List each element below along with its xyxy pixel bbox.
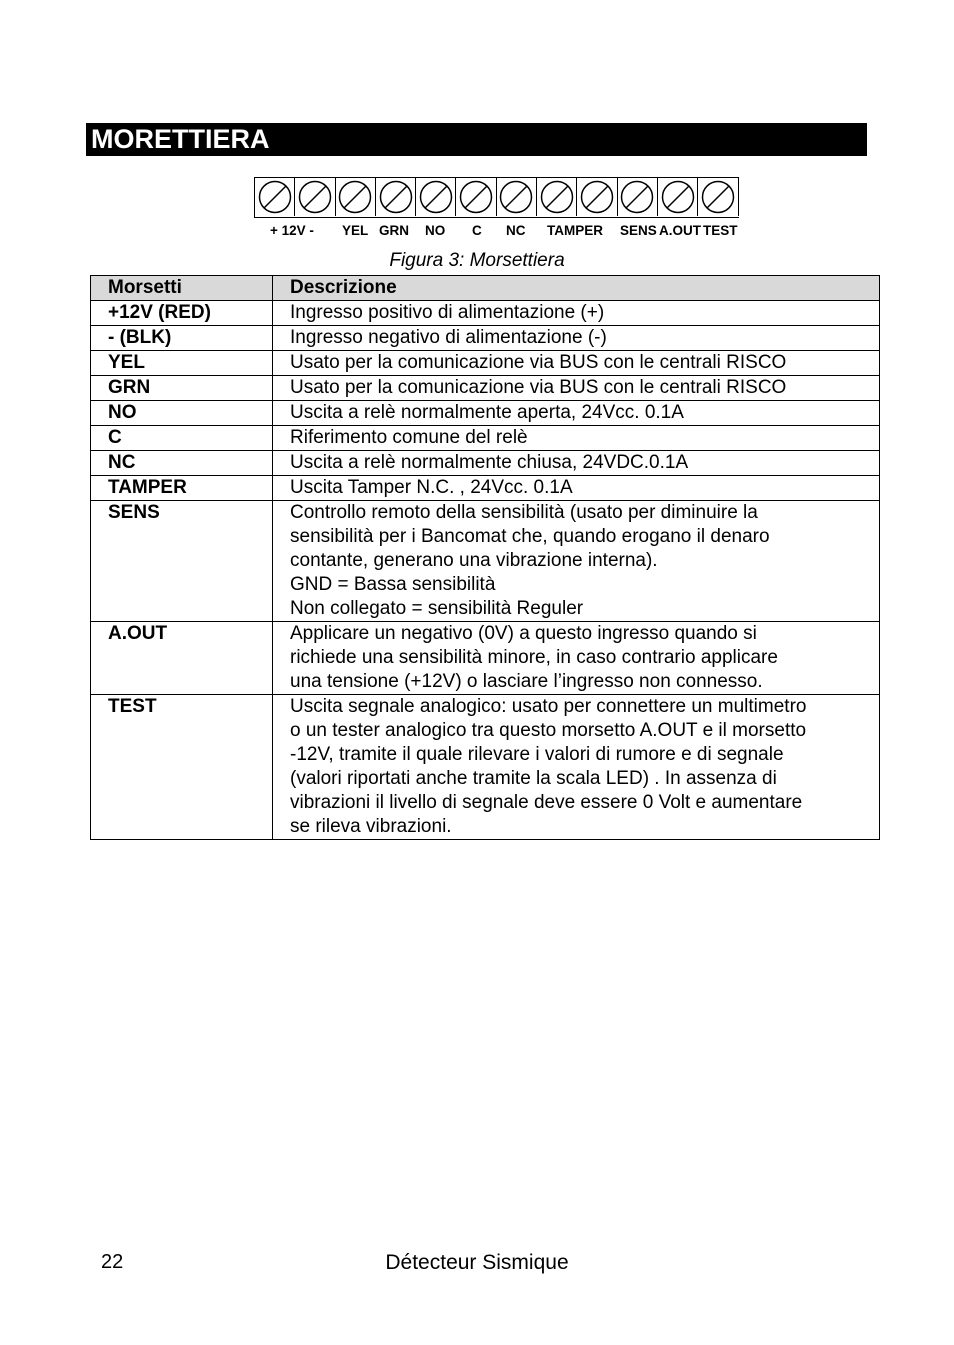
header-description: Descrizione	[273, 276, 880, 301]
screw-terminal-icon	[498, 179, 534, 215]
description-cell	[273, 376, 880, 401]
table-row	[91, 622, 880, 695]
description-line: Ingresso negativo di alimentazione (-)	[290, 327, 607, 348]
screw-terminal-icon	[418, 179, 454, 215]
label-12v: + 12V -	[270, 223, 314, 238]
description-cell	[273, 426, 880, 451]
table-row	[91, 426, 880, 451]
table-body	[91, 301, 880, 840]
table-row	[91, 301, 880, 326]
screw-terminal-icon	[378, 179, 414, 215]
description-line: Usato per la comunicazione via BUS con le centrali RISCO	[290, 352, 787, 373]
label-sens: SENS	[620, 223, 657, 238]
description-cell	[273, 301, 880, 326]
terminal-cell	[537, 178, 577, 216]
description-cell	[273, 476, 880, 501]
table-row	[91, 501, 880, 622]
terminal-table	[90, 275, 880, 840]
screw-terminal-icon	[579, 179, 615, 215]
screw-terminal-icon	[700, 179, 736, 215]
terminal-cell-name: SENS	[91, 501, 273, 622]
table-row	[91, 695, 880, 840]
terminal-cell	[618, 178, 658, 216]
terminal-cell	[336, 178, 376, 216]
terminal-cell-name: A.OUT	[91, 622, 273, 695]
description-line: Riferimento comune del relè	[290, 427, 528, 448]
header-terminal: Morsetti	[91, 276, 273, 301]
label-no: NO	[425, 223, 446, 238]
label-tamper: TAMPER	[547, 223, 603, 238]
table-header-row	[91, 276, 880, 301]
description-cell	[273, 351, 880, 376]
table-row	[91, 351, 880, 376]
table-row	[91, 326, 880, 351]
terminal-cell-name: NO	[91, 401, 273, 426]
terminal-cell-name: YEL	[91, 351, 273, 376]
terminal-cell	[577, 178, 617, 216]
table-row	[91, 376, 880, 401]
description-cell	[273, 622, 880, 695]
terminal-strip-diagram	[254, 177, 739, 218]
description-line: richiede una sensibilità minore, in caso contrario applicare	[290, 647, 778, 668]
label-aout: A.OUT	[659, 223, 701, 238]
description-line: Applicare un negativo (0V) a questo ingresso quando si	[290, 623, 757, 644]
label-test: TEST	[703, 223, 738, 238]
screw-terminal-icon	[539, 179, 575, 215]
terminal-cell	[295, 178, 335, 216]
footer-title: Détecteur Sismique	[385, 1251, 569, 1274]
table-row	[91, 451, 880, 476]
screw-terminal-icon	[619, 179, 655, 215]
screw-terminal-icon	[337, 179, 373, 215]
label-yel: YEL	[342, 223, 369, 238]
terminal-cell	[456, 178, 496, 216]
page-number: 22	[101, 1251, 124, 1273]
label-c: C	[472, 223, 482, 238]
screw-terminal-icon	[660, 179, 696, 215]
description-cell	[273, 501, 880, 622]
table-row	[91, 476, 880, 501]
terminal-cell	[698, 178, 738, 216]
terminal-cell	[255, 178, 295, 216]
terminal-cell	[497, 178, 537, 216]
terminal-cell	[658, 178, 698, 216]
description-line: -12V, tramite il quale rilevare i valori di rumore e di segnale	[290, 744, 784, 765]
terminal-cell	[376, 178, 416, 216]
terminal-cell-name: C	[91, 426, 273, 451]
description-cell	[273, 695, 880, 840]
terminal-cell-name: TEST	[91, 695, 273, 840]
terminal-cell-name: NC	[91, 451, 273, 476]
terminal-cell-name: GRN	[91, 376, 273, 401]
terminal-cell-name: - (BLK)	[91, 326, 273, 351]
section-title: MORETTIERA	[86, 123, 867, 156]
figure-caption: Figura 3: Morsettiera	[389, 250, 565, 271]
description-line: sensibilità per i Bancomat che, quando erogano il denaro	[290, 526, 770, 547]
screw-terminal-icon	[257, 179, 293, 215]
description-line: Ingresso positivo di alimentazione (+)	[290, 302, 605, 323]
description-line: se rileva vibrazioni.	[290, 816, 452, 837]
description-line: GND = Bassa sensibilità	[290, 574, 496, 595]
description-cell	[273, 326, 880, 351]
description-line: Non collegato = sensibilità Reguler	[290, 598, 584, 619]
description-cell	[273, 451, 880, 476]
description-line: una tensione (+12V) o lasciare l’ingresso non connesso.	[290, 671, 763, 692]
terminal-strip-labels	[254, 223, 738, 239]
description-line: o un tester analogico tra questo morsetto A.OUT e il morsetto	[290, 720, 807, 741]
description-line: Uscita a relè normalmente aperta, 24Vcc. 0.1A	[290, 402, 684, 423]
terminal-cell-name: +12V (RED)	[91, 301, 273, 326]
description-line: vibrazioni il livello di segnale deve essere 0 Volt e aumentare	[290, 792, 803, 813]
description-line: Uscita segnale analogico: usato per connettere un multimetro	[290, 696, 807, 717]
description-line: Controllo remoto della sensibilità (usato per diminuire la	[290, 502, 758, 523]
screw-terminal-icon	[458, 179, 494, 215]
description-line: Uscita a relè normalmente chiusa, 24VDC.0.1A	[290, 452, 689, 473]
label-nc: NC	[506, 223, 526, 238]
description-cell	[273, 401, 880, 426]
description-line: Uscita Tamper N.C. , 24Vcc. 0.1A	[290, 477, 573, 498]
description-line: Usato per la comunicazione via BUS con le centrali RISCO	[290, 377, 787, 398]
terminal-cell-name: TAMPER	[91, 476, 273, 501]
screw-terminal-icon	[297, 179, 333, 215]
description-line: contante, generano una vibrazione interna).	[290, 550, 658, 571]
description-line: (valori riportati anche tramite la scala LED) . In assenza di	[290, 768, 777, 789]
table-row	[91, 401, 880, 426]
label-grn: GRN	[379, 223, 409, 238]
terminal-cell	[416, 178, 456, 216]
